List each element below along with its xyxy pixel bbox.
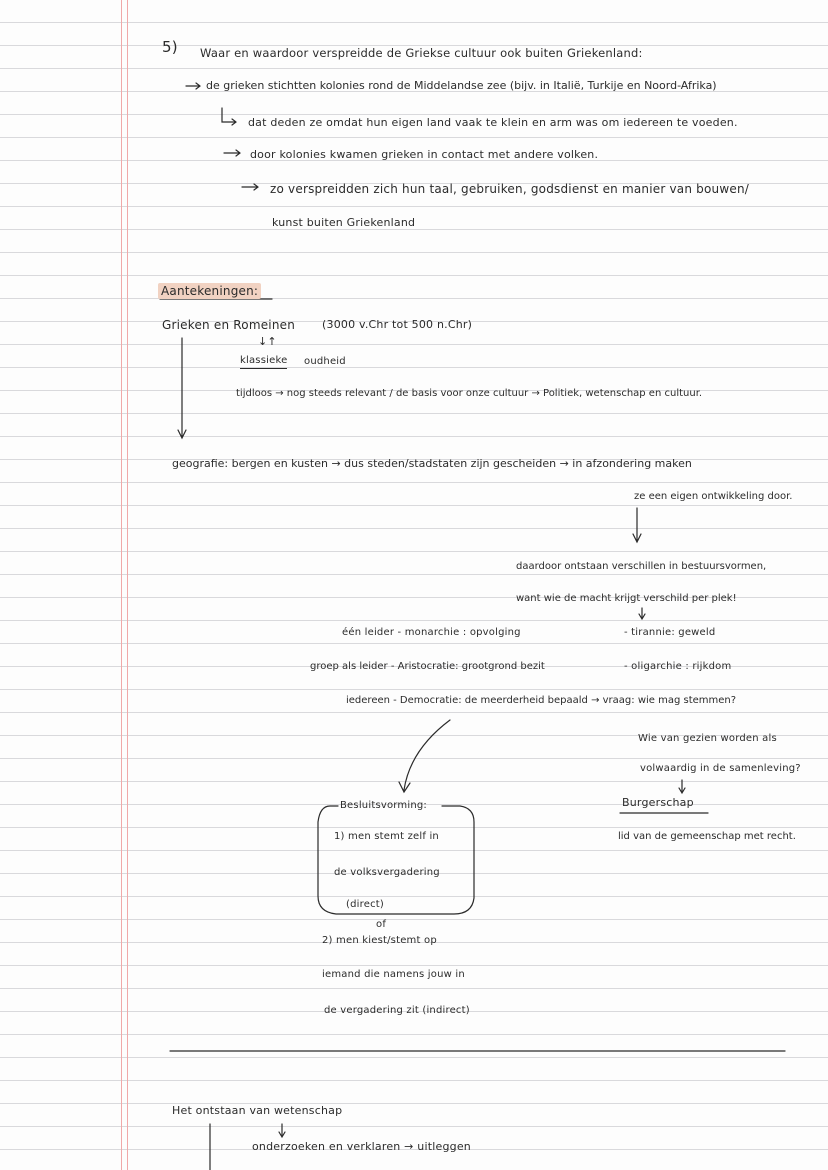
of-label: of [376, 919, 387, 930]
curved-arrow [399, 720, 450, 792]
arrow-line1 [186, 83, 200, 89]
arrow-down-burgerschap [679, 780, 685, 793]
besluitsvorming-label: Besluitsvorming: [340, 800, 427, 811]
line-reden: dat deden ze omdat hun eigen land vaak te klein en arm was om iedereen te voeden. [248, 116, 738, 129]
oligarchie-line: - oligarchie : rijkdom [624, 661, 732, 672]
besluitsvorming-box [318, 806, 474, 914]
arrow-line4 [242, 184, 258, 190]
notes-heading: Aantekeningen: [158, 283, 261, 299]
updown-arrows: ↓↑ [258, 335, 277, 348]
notes-title: Grieken en Romeinen [162, 318, 296, 332]
tijdloos-line: tijdloos → nog steeds relevant / de basis voor onze cultuur → Politiek, wetenschap en cultuur. [236, 388, 703, 399]
arrow-line3 [224, 150, 240, 156]
box-line-3: (direct) [346, 899, 384, 910]
box-line-1: 1) men stemt zelf in [334, 831, 439, 842]
line-kunst: kunst buiten Griekenland [272, 216, 416, 229]
macht-line: want wie de macht krijgt verschild per plek! [516, 593, 737, 604]
line-verspreiding: zo verspreidden zich hun taal, gebruiken, godsdienst en manier van bouwen/ [270, 182, 749, 196]
notes-period: (3000 v.Chr tot 500 n.Chr) [322, 318, 473, 331]
option2-line-2: iemand die namens jouw in [322, 969, 465, 980]
line-contact: door kolonies kwamen grieken in contact met andere volken. [250, 148, 599, 161]
tirannie-line: - tirannie: geweld [624, 627, 716, 638]
volwaardig-line: volwaardig in de samenleving? [640, 763, 801, 774]
lid-line: lid van de gemeenschap met recht. [618, 831, 796, 842]
line-kolonies: de grieken stichtten kolonies rond de Middelandse zee (bijv. in Italië, Turkije en Noord-Afrika) [206, 79, 717, 92]
section-number: 5) [162, 38, 178, 56]
aristocratie-line: groep als leider - Aristocratie: grootgrond bezit [310, 661, 545, 672]
option2-line-3: de vergadering zit (indirect) [324, 1005, 470, 1016]
geografie-line: geografie: bergen en kusten → dus steden/stadstaten zijn gescheiden → in afzondering maken [172, 457, 692, 470]
option2-line-1: 2) men kiest/stemt op [322, 935, 437, 946]
wetenschap-title: Het ontstaan van wetenschap [172, 1104, 343, 1117]
wetenschap-line: onderzoeken en verklaren → uitleggen [252, 1140, 471, 1153]
monarchie-line: één leider - monarchie : opvolging [342, 627, 521, 638]
wie-gezien-line: Wie van gezien worden als [638, 733, 777, 744]
arrow-down-ontwikkeling [633, 508, 641, 542]
section-heading: Waar en waardoor verspreidde de Griekse cultuur ook buiten Griekenland: [200, 46, 643, 60]
burgerschap-label: Burgerschap [622, 796, 694, 809]
verschillen-line: daardoor ontstaan verschillen in bestuursvormen, [516, 561, 767, 572]
box-line-2: de volksvergadering [334, 867, 440, 878]
vertical-arrow-left [178, 338, 186, 438]
klassieke-label: klassieke [240, 354, 287, 369]
ontwikkeling-line: ze een eigen ontwikkeling door. [634, 491, 793, 502]
arrow-down-wetenschap [279, 1124, 285, 1137]
hook-arrow-line2 [222, 108, 236, 125]
arrow-down-macht [639, 608, 645, 619]
democratie-line: iedereen - Democratie: de meerderheid bepaald → vraag: wie mag stemmen? [346, 695, 737, 706]
oudheid-label: oudheid [304, 356, 346, 367]
